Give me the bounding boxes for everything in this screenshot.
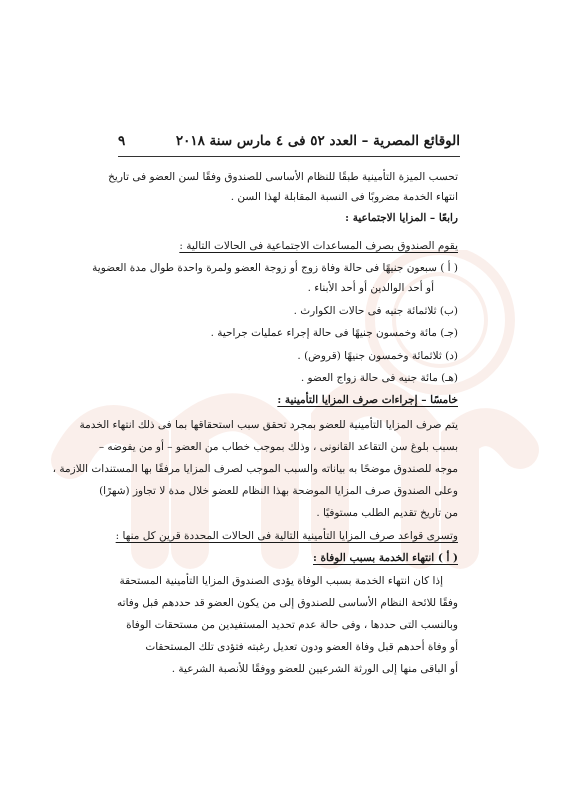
list-item: (هـ) مائة جنيه فى حالة زواج العضو . [300,372,458,384]
body-line: انتهاء الخدمة مضروبًا فى النسبة المقابلة لهذا السن . [230,191,458,203]
body-line: موجه للصندوق موضحًا به بياناته والسبب الموجب لصرف المزايا مرفقًا بها المستندات اللازمة ، [52,463,458,475]
section-heading-4: رابعًا – المزايا الاجتماعية : [345,212,458,224]
body-line: يقوم الصندوق بصرف المساعدات الاجتماعية فى الحالات التالية : [179,240,458,252]
page-number: ٩ [118,133,126,149]
body-line: من تاريخ تقديم الطلب مستوفيًا . [316,507,458,519]
body-line: وتسرى قواعد صرف المزايا التأمينية التالية فى الحالات المحددة قرين كل منها : [115,530,458,542]
header-rule [118,156,460,157]
body-line: إذا كان انتهاء الخدمة بسبب الوفاة يؤدى الصندوق المزايا التأمينية المستحقة [119,575,443,587]
body-line: وبالنسب التى حددها ، وفى حالة عدم تحديد المستفيدين من مستحقات الوفاة [126,619,458,631]
list-item: (ب) ثلاثمائة جنيه فى حالات الكوارث . [293,305,458,317]
body-line: بسبب بلوغ سن التقاعد القانونى ، وذلك بموجب خطاب من العضو – أو من يفوضه – [98,441,458,453]
list-item: ( أ ) سبعون جنيهًا فى حالة وفاة زوج أو زوجة العضو ولمرة واحدة طوال مدة العضوية [92,262,458,274]
body-line: أو الباقى منها إلى الورثة الشرعيين للعضو ووفقًا للأنصبة الشرعية . [171,663,458,675]
body-line: تحسب الميزة التأمينية طبقًا للنظام الأساسى للصندوق وفقًا لسن العضو فى تاريخ [108,171,458,183]
list-item: (د) ثلاثمائة وخمسون جنيهًا (قروض) . [297,350,458,362]
body-line: أو وفاة أحدهم قبل وفاة العضو ودون تعديل رغبته فتؤدى تلك المستحقات [145,641,458,653]
section-heading-5: خامسًا – إجراءات صرف المزايا التأمينية : [277,394,458,406]
list-item: (جـ) مائة وخمسون جنيهًا فى حالة إجراء عمليات جراحية . [210,327,458,339]
subsection-heading: ( أ ) انتهاء الخدمة بسبب الوفاة : [313,552,458,564]
list-item-continued: أو أحد الوالدين أو أحد الأبناء . [307,282,434,294]
body-line: وعلى الصندوق صرف المزايا الموضحة بهذا النظام للعضو خلال مدة لا تجاوز (شهرًا) [99,485,458,497]
body-line: يتم صرف المزايا التأمينية للعضو بمجرد تحقق سبب استحقاقها بما فى ذلك انتهاء الخدمة [79,419,458,431]
header-title: الوقائع المصرية – العدد ٥٢ فى ٤ مارس سنة ٢٠١٨ [175,133,460,149]
page-header [118,133,460,155]
body-line: وفقًا للائحة النظام الأساسى للصندوق إلى من يكون العضو قد حددهم قبل وفاته [117,597,458,609]
